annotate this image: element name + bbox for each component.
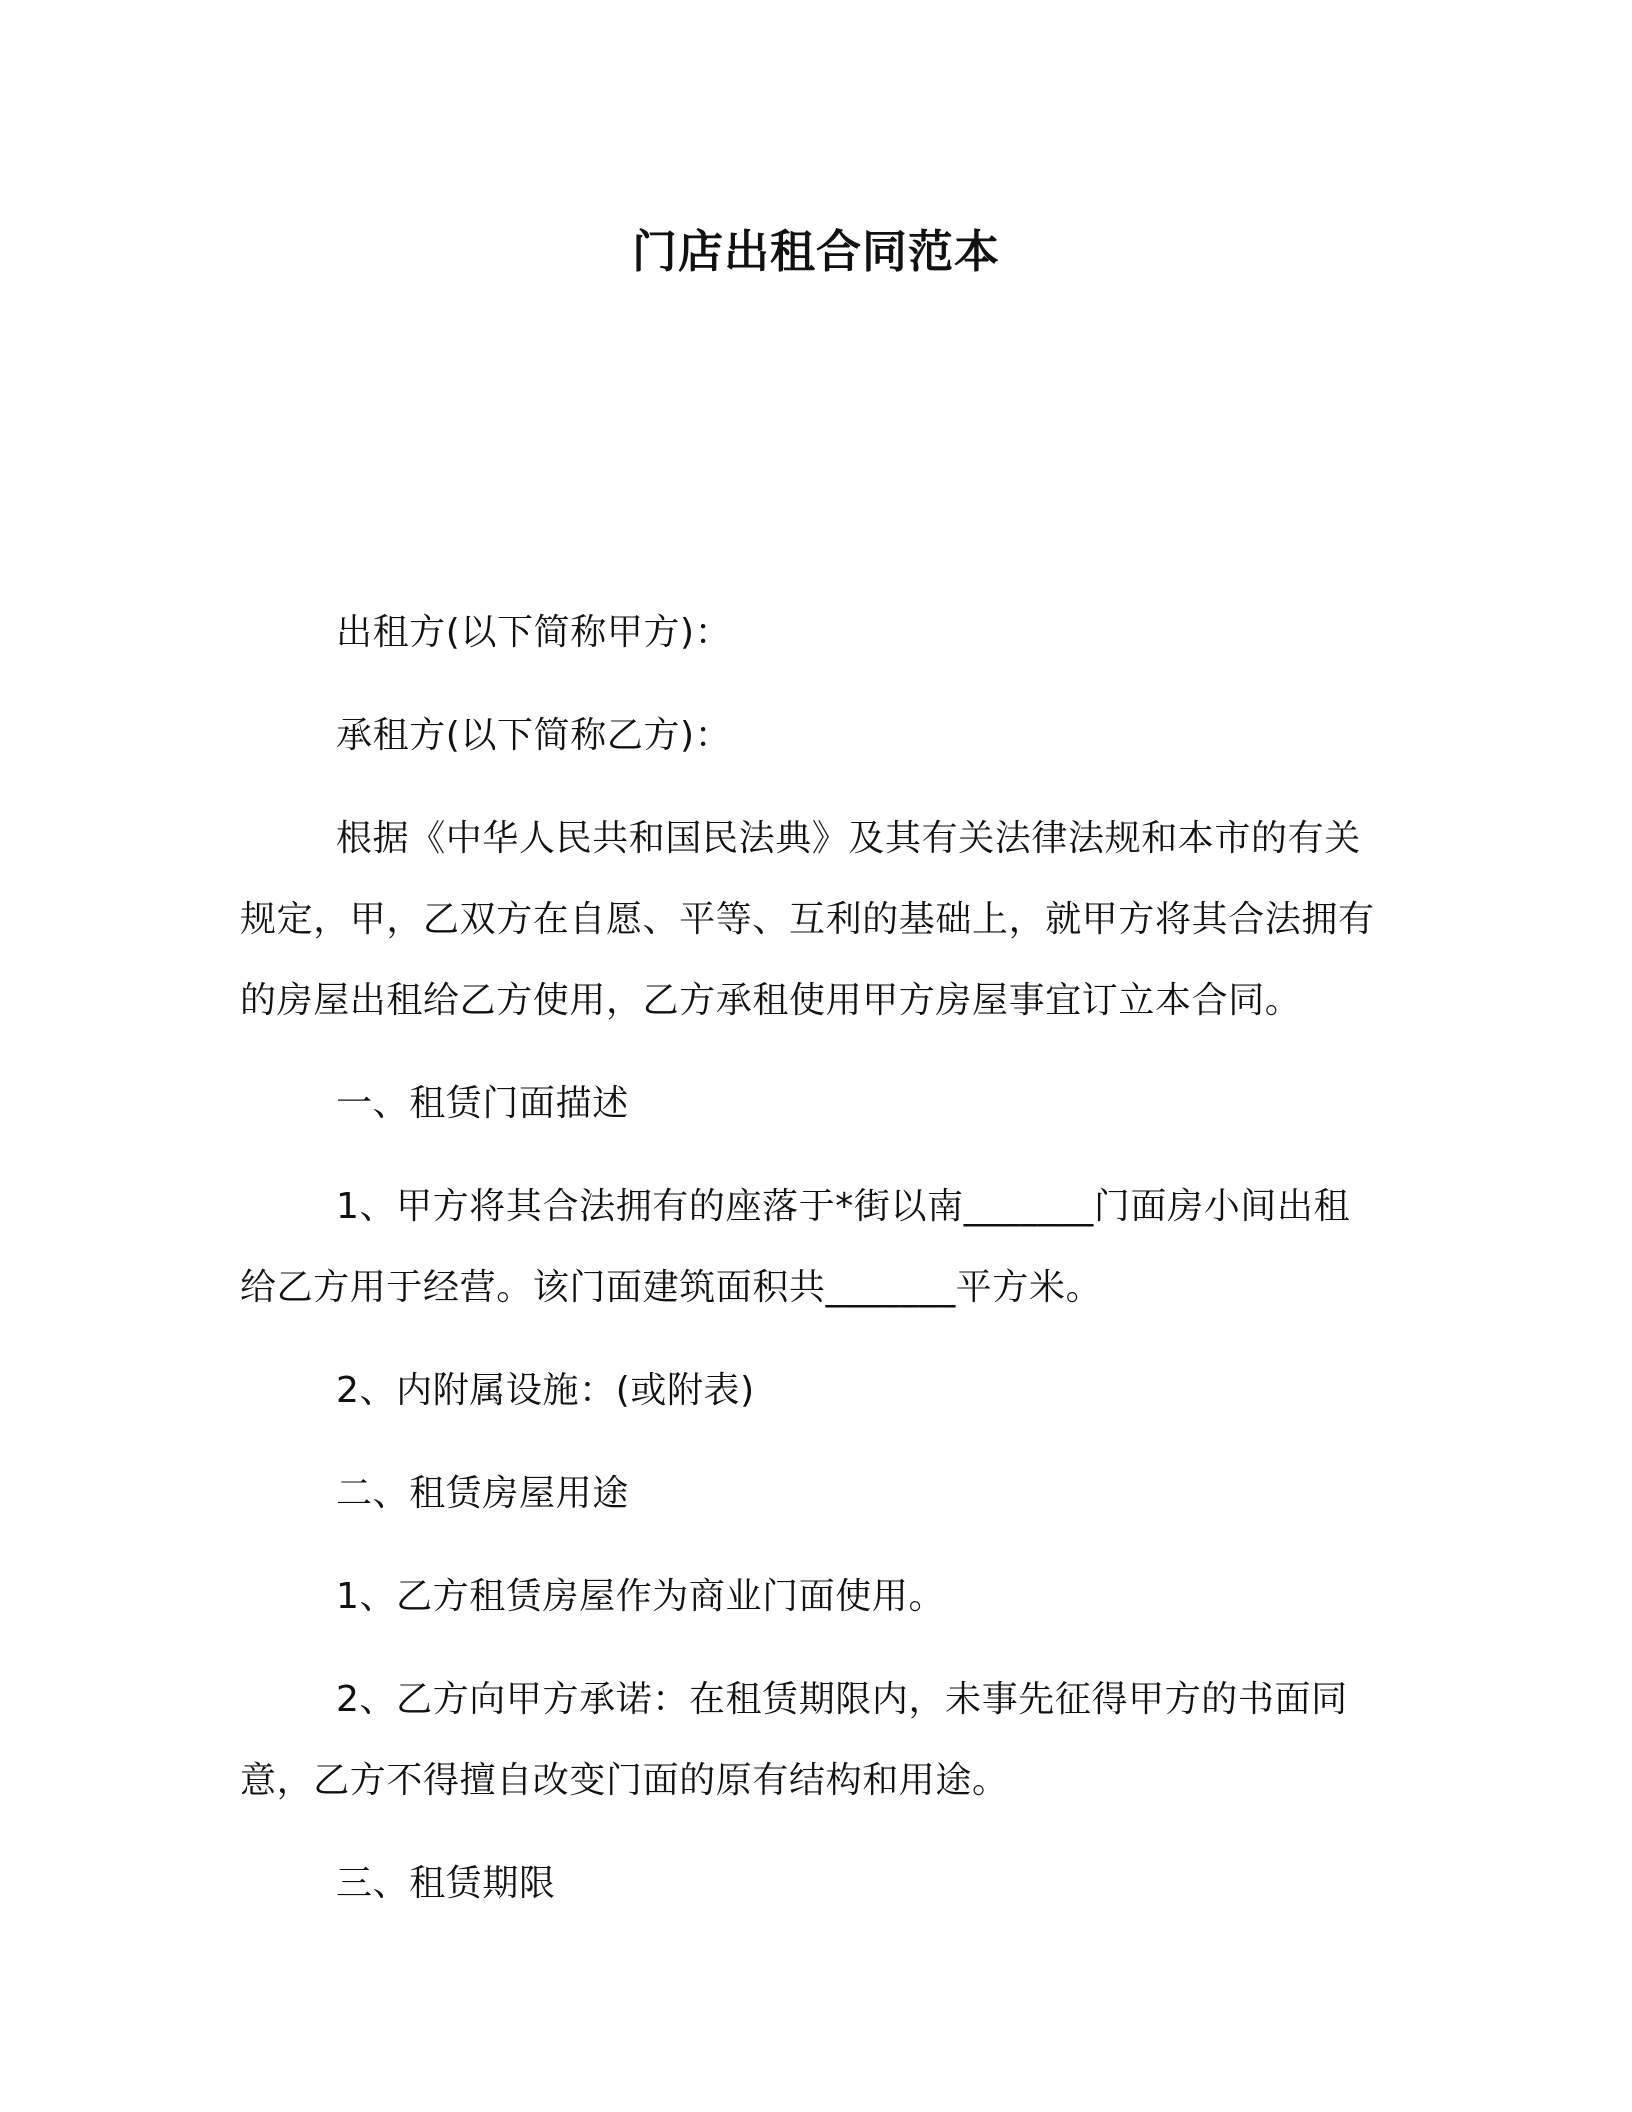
clause-1-1: 1、甲方将其合法拥有的座落于*街以南_______门面房小间出租给乙方用于经营。该门面建筑面积共_______平方米。 [240,1186,1351,1308]
section-heading-1: 一、租赁门面描述 [336,1083,629,1124]
section-heading-3: 三、租赁期限 [336,1863,556,1904]
document-body [240,592,1380,1946]
lessee-line: 承租方(以下简称乙方)： [336,715,732,756]
preamble-paragraph: 根据《中华人民共和国民法典》及其有关法律法规和本市的有关规定，甲，乙双方在自愿、平等、互利的基础上，就甲方将其合法拥有的房屋出租给乙方使用，乙方承租使用甲方房屋事宜订立本合同。 [240,818,1375,1021]
document-title: 门店出租合同范本 [631,225,1000,278]
clause-1-2: 2、内附属设施：(或附表) [336,1370,755,1411]
clause-2-2: 2、乙方向甲方承诺：在租赁期限内，未事先征得甲方的书面同意，乙方不得擅自改变门面的原有结构和用途。 [240,1679,1348,1801]
section-heading-2: 二、租赁房屋用途 [336,1473,629,1514]
lessor-line: 出租方(以下简称甲方)： [336,612,732,653]
clause-2-1: 1、乙方租赁房屋作为商业门面使用。 [336,1576,946,1617]
